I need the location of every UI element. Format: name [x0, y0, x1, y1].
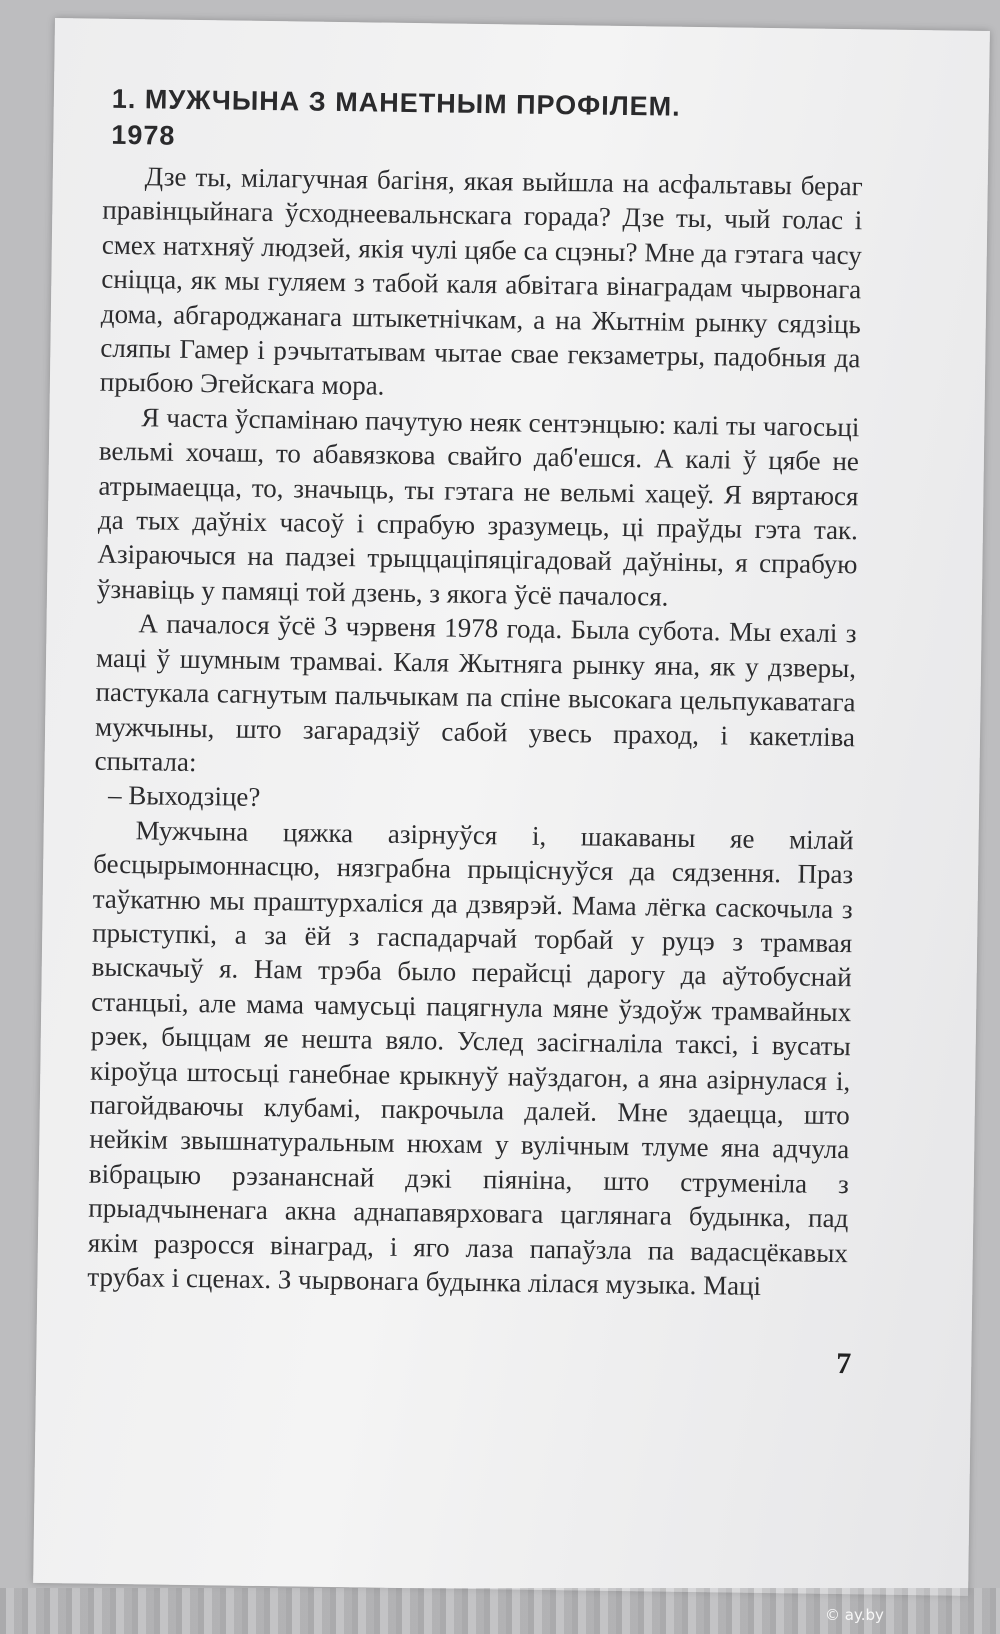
page-number: 7	[836, 1347, 852, 1381]
chapter-heading	[111, 81, 681, 161]
chapter-year: 1978	[111, 119, 176, 151]
paragraph: Мужчына цяжка азірнуўся і, шакаваны яе мілай бесцырымоннасцю, нязграбна прыціснуўся да сядзення. Праз таўкатню мы праштурхаліся да дзвярэй. Мама лёгка саскочыла з прыступкі, а за ёй з гаспадарчай торбай у руцэ з трамвая выскачыў я. Нам трэба было перайсці дарогу да аўтобуснай станцыі, але мама чамусьці пацягнула мяне ўздоўж трамвайных рэек, быццам яе нешта вяло. Услед засігналіла таксі, і вусаты кіроўца штосьці ганебнае крыкнуў наўздагон, а яна азірнулася і, пагойдваючы клубамі, пакрочыла далей. Мне здаецца, што нейкім звышнатуральным нюхам у вулічным тлуме яна адчула вібрацыю рэзананснай дэкі піяніна, што струменіла з прыадчыненага акна аднапавярховага цаглянага будынка, пад якім разросся вінаград, і яго лаза папаўзла па вадасцёкавых трубах і сценах. З чырвонага будынка лілася музыка. Маці	[87, 814, 854, 1301]
watermark: © ay.by	[825, 1606, 884, 1624]
chapter-title: 1. МУЖЧЫНА З МАНЕТНЫМ ПРОФІЛЕМ.	[111, 83, 681, 122]
paragraph: А пачалося ўсё 3 чэрвеня 1978 года. Была субота. Мы ехалі з маці ў шумным трамваі. Каля Жытняга рынку яна, як у дзверы, пастукала сагнутым пальчыкам па спіне высокага цельпукаватага мужчыны, што загарадзіў сабой увесь праход, і какетліва спытала:	[94, 608, 857, 777]
paragraph: Дзе ты, мілагучная багіня, якая выйшла на асфальтавы бераг правінцыйнага ўсходнеевальнскага горада? Дзе ты, чый голас і смех натхняў людзей, якія чулі цябе са сцэны? Мне да гэтага часу сніцца, як мы гуляем з табой каля абвітага вінаградам чырвонага дома, абгароджанага штыкетнічкам, а на Жытнім рынку сядзіць сляпы Гамер і рэчытатывам чытае свае гекзаметры, падобныя да прыбою Эгейскага мора.	[99, 161, 863, 402]
dialogue-line: – Выходзіце?	[107, 780, 261, 813]
body-text	[87, 159, 863, 1305]
book-page	[33, 18, 990, 1596]
paragraph: Я часта ўспамінаю пачутую неяк сентэнцыю: калі ты чагосьці вельмі хочаш, то абавязкова свайго даб'ешся. А калі ў цябе не атрымаецца, то, значыць, ты гэтага не вельмі хацеў. Я вяртаюся да тых даўніх часоў і спрабую зразумець, ці праўды гэта так. Азіраючыся на падзеі трыццаціпяцігадовай даўніны, я спрабую ўзнавіць у памяці той дзень, з якога ўсё пачалося.	[96, 402, 860, 612]
